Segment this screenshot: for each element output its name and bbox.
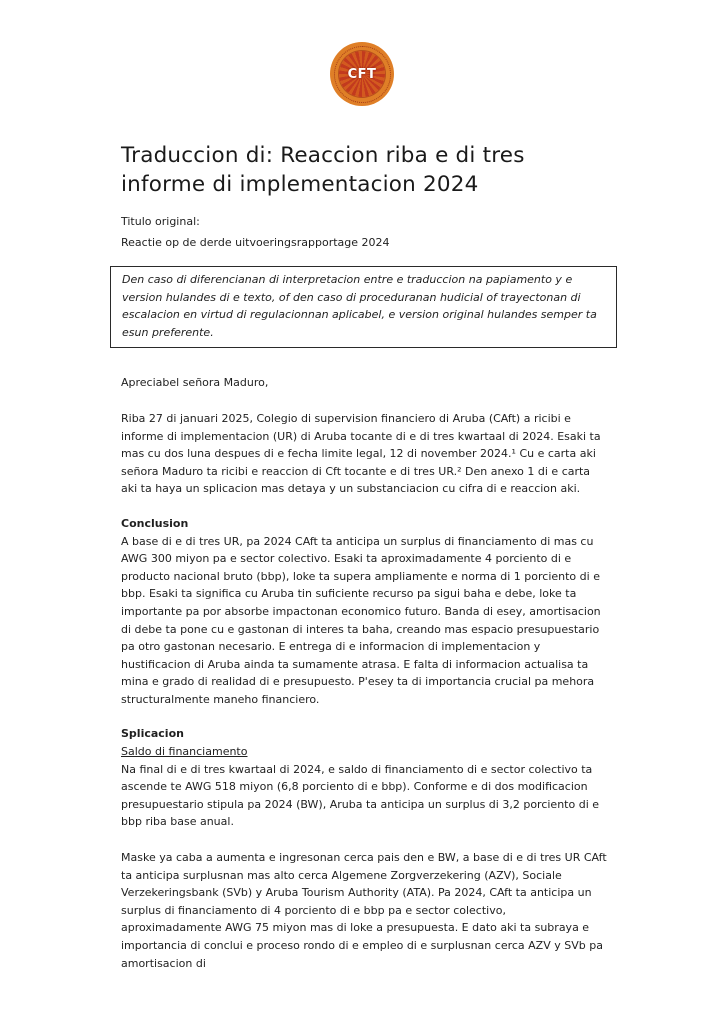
- salutation: Apreciabel señora Maduro,: [121, 376, 269, 390]
- original-title-value: Reactie op de derde uitvoeringsrapportage 2024: [121, 236, 390, 249]
- page-title: Traduccion di: Reaccion riba e di tres informe di implementacion 2024: [121, 143, 525, 197]
- conclusion-paragraph: A base di e di tres UR, pa 2024 CAft ta anticipa un surplus di financiamento di mas cu AWG 300 miyon pa e sector colectivo. Esaki ta aproximadamente 4 porciento di e producto nacional bruto (bbp), loke ta supera ampliamente e norma di 1 porciento di e bbp. Esaki ta significa cu Aruba tin suficiente recurso pa sigui baha e debe, loke ta importante pa por absorbe impactonan economico futuro. Banda di esey, amortisacion di debe ta pone cu e gastonan di interes ta baha, creando mas espacio presupuestario pa otro gastonan necesario. E entrega di e informacion di implementacion y hustificacion di Aruba ainda ta sumamente atrasa. E falta di informacion actualisa ta mina e grado di realidad di e presupuesto. P'esey ta di importancia crucial pa mehora structuralmente maneho financiero.: [121, 534, 601, 706]
- saldo-paragraph: Na final di e di tres kwartaal di 2024, e saldo di financiamento di e sector colectivo ta ascende te AWG 518 miyon (6,8 porciento di e bbp). Conforme e di dos modificacion presupuestario stipula pa 2024 (BW), Aruba ta anticipa un surplus di 3,2 porciento di e bbp riba base anual.: [121, 762, 600, 829]
- section-conclusion: [121, 515, 608, 709]
- intro-paragraph: Riba 27 di januari 2025, Colegio di supervision financiero di Aruba (CAft) a ricibi e informe di implementacion (UR) di Aruba tocante di e di tres kwartaal di 2024. Esaki ta mas cu dos luna despues di e fecha limite legal, 12 di november 2024.¹ Cu e carta aki señora Maduro ta ricibi e reaccion di Cft tocante e di tres UR.² Den anexo 1 di e carta aki ta haya un splicacion mas detaya y un substanciacion cu cifra di e reaccion aki.: [121, 411, 601, 496]
- cft-seal-logo: [330, 42, 394, 106]
- letter-body: [121, 142, 608, 972]
- splicacion-heading: Splicacion: [121, 727, 184, 741]
- cft-logo-text: CFT: [347, 66, 377, 82]
- translation-disclaimer-text: Den caso di diferencianan di interpretacion entre e traduccion na papiamento y e version hulandes di e texto, of den caso di proceduranan hudicial of trayectonan di escalacion en virtud di regulacionnan aplicabel, e version original hulandes semper ta esun preferente.: [122, 273, 597, 339]
- saldo-subheading: Saldo di financiamento: [121, 745, 248, 759]
- conclusion-heading: Conclusion: [121, 516, 189, 530]
- surplus-paragraph: Maske ya caba a aumenta e ingresonan cerca pais den e BW, a base di e di tres UR CAft ta anticipa surplusnan mas alto cerca Algemene Zorgverzekering (AZV), Sociale Verzekeringsbank (SVb) y Aruba Tourism Authority (ATA). Pa 2024, CAft ta anticipa un surplus di financiamento di 4 porciento di e bbp pa e sector colectivo, aproximadamente AWG 75 miyon mas di loke a presupuesta. E dato aki ta subraya e importancia di conclui e proceso rondo di e empleo di e surplusnan cerca AZV y SVb pa amortisacion di: [121, 851, 607, 970]
- cft-seal-sunburst: [339, 51, 385, 97]
- section-splicacion: [121, 725, 608, 972]
- translation-disclaimer-box: [110, 266, 617, 348]
- original-title-label: Titulo original:: [121, 215, 200, 228]
